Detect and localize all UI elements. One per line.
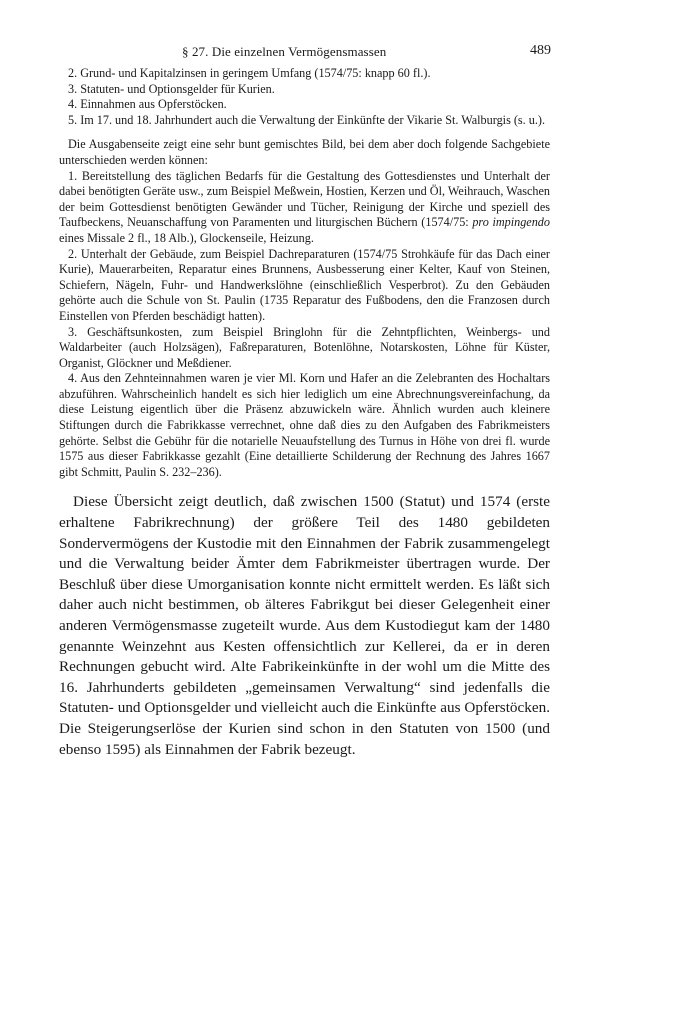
expense-item-1-italic: pro impingendo (472, 215, 550, 230)
expense-item-1-text: 1. Bereitstellung des täglichen Bedarfs für die Gestaltung des Gottesdienstes und Unterhalt der dabei benötigten Geräte usw., zum Beispiel Meßwein, Hostien, Kerzen und Öl, Weihrauch, Waschen der beim Gottesdienst benötigten Gewänder und Tücher, Reinigung der Kirche und speziell des Taufbeckens, Neuanschaffung von Paramenten und liturgischen Büchern (1574/75: (59, 168, 550, 230)
expense-item-2: 2. Unterhalt der Gebäude, zum Beispiel Dachreparaturen (1574/75 Strohkäufe für das Dach einer Kurie), Mauerarbeiten, Reparatur eines Brunnens, Ausbesserung einer Kelter, Kauf von Steinen, Schiefern, Nägeln, Fuhr- und Handwerkslöhne (einschließlich Vesperbrot). Zu den Gebäuden gehörte auch die Schule von St. Paulin (1735 Reparatur des Fußbodens, den die Franzosen durch Einstellen von Pferden beschädigt hatten). (59, 246, 550, 323)
income-item-2: 2. Grund- und Kapitalzinsen in geringem Umfang (1574/75: knapp 60 fl.). (68, 66, 431, 80)
book-page (59, 44, 550, 760)
footnote-block (59, 66, 550, 480)
main-paragraph: Diese Übersicht zeigt deutlich, daß zwischen 1500 (Statut) und 1574 (erste erhaltene Fabrikrechnung) der größere Teil des 1480 gebildeten Sondervermögens der Kustodie mit den Einnahmen der Fabrik zusammengelegt und die Verwaltung beider Ämter dem Fabrikmeister übertragen wurde. Der Beschluß über diese Umorganisation konnte nicht ermittelt werden. Es läßt sich daher auch nicht bestimmen, ob älteres Fabrikgut bei dieser Gelegenheit einer anderen Vermögensmasse zugeteilt wurde. Aus dem Kustodiegut kam der 1480 genannte Weinzehnt aus Kesten offensichtlich zur Kellerei, da er in deren Rechnungen gebucht wird. Alte Fabrikeinkünfte in der wohl um die Mitte des 16. Jahrhunderts gebildeten „gemeinsamen Verwaltung“ sind jedenfalls die Statuten- und Optionsgelder und vielleicht auch die Einkünfte aus Opferstöcken. Die Steigerungserlöse der Kurien sind schon in den Statuten von 1500 (und ebenso 1595) als Einnahmen der Fabrik bezeugt. (59, 493, 550, 758)
running-title: § 27. Die einzelnen Vermögensmassen (182, 44, 387, 59)
expense-item-1-tail: eines Missale 2 fl., 18 Alb.), Glockenseile, Heizung. (59, 230, 314, 245)
income-item-5: 5. Im 17. und 18. Jahrhundert auch die Verwaltung der Einkünfte der Vikarie St. Walburgis (s. u.). (68, 112, 545, 127)
main-text (59, 492, 550, 760)
income-item-4: 4. Einnahmen aus Opferstöcken. (68, 97, 227, 112)
expense-item-1 (59, 169, 550, 247)
expenses-intro: Die Ausgabenseite zeigt eine sehr bunt gemischtes Bild, bei dem aber doch folgende Sachgebiete unterschieden werden können: (59, 137, 550, 167)
income-item-3: 3. Statuten- und Optionsgelder für Kurien. (68, 81, 275, 96)
running-header (59, 44, 550, 66)
expense-item-4: 4. Aus den Zehnteinnahmen waren je vier Ml. Korn und Hafer an die Zelebranten des Hochaltars abzuführen. Wahrscheinlich handelt es sich hier lediglich um eine Abrechnungsvereinfachung, da diese Leistung eigentlich über die Präsenz abzuwickeln wäre. Ähnlich wurden auch kleinere Stiftungen durch die Fabrikkasse verrechnet, ohne daß dies zu den Aufgaben des Fabrikmeisters gehörte. Selbst die Gebühr für die notarielle Neuaufstellung des Turnus in Höhe von drei fl. wurde 1575 aus dieser Fabrikkasse gezahlt (Eine detaillierte Schilderung der Rechnung des Jahres 1667 gibt Schmitt, Paulin S. 232–236). (59, 371, 550, 479)
page-number: 489 (530, 43, 551, 58)
expense-item-3: 3. Geschäftsunkosten, zum Beispiel Bringlohn für die Zehntpflichten, Weinbergs- und Waldarbeiter (auch Holzsägen), Faßreparaturen, Botenlöhne, Notarskosten, Löhne für Küster, Organist, Glöckner und Meßdiener. (59, 324, 550, 370)
